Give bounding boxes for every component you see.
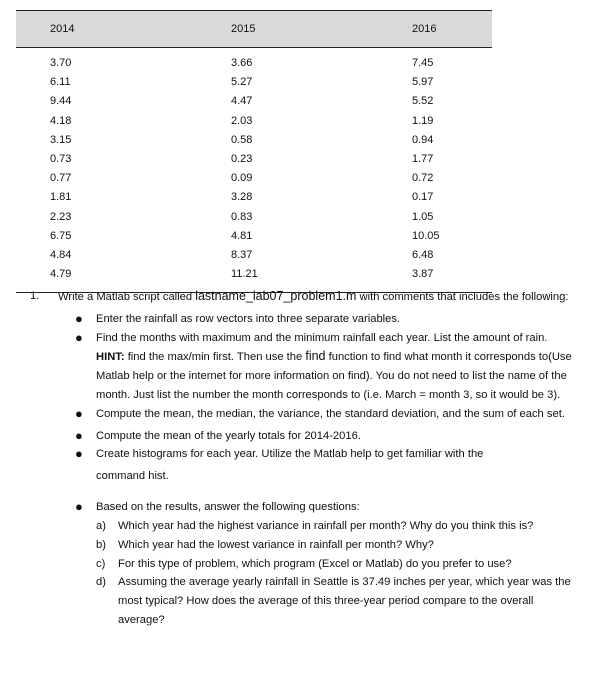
table-header-row [16, 10, 492, 48]
table-cell: 7.45 [412, 57, 434, 69]
table-cell: 9.44 [50, 95, 72, 108]
table-cell: 5.27 [231, 76, 253, 89]
bullet-text: function to find what month it corresponds to(Use Matlab help or the internet for more information on find). You do not need to list the name of the month. Just list the number the month corresponds to (i.e. March = month 3, so it would be 3). [96, 351, 572, 401]
bullet-icon: ● [75, 499, 83, 515]
bullet-item [75, 329, 575, 405]
bullet-text: Compute the mean of the yearly totals for 2014-2016. [96, 429, 361, 442]
question-text: For this type of problem, which program (Excel or Matlab) do you prefer to use? [118, 557, 512, 570]
bullet-text: command hist. [96, 470, 169, 483]
bullet-icon: ● [75, 446, 83, 462]
bullet-item [75, 405, 575, 424]
bullet-text: Enter the rainfall as row vectors into three separate variables. [96, 312, 401, 325]
question-item [96, 536, 575, 555]
question-letter: a) [96, 519, 106, 532]
table-cell: 2.03 [231, 114, 253, 127]
table-cell: 3.87 [412, 268, 434, 281]
questions-list [96, 517, 575, 630]
bullet-text: Compute the mean, the median, the variance, the standard deviation, and the sum of each set. [96, 407, 565, 420]
bullet-item [75, 498, 575, 630]
bullet-text: find the max/min first. Then use the [124, 351, 306, 364]
table-cell: 3.15 [50, 133, 72, 146]
table-cell: 6.11 [50, 76, 71, 89]
table-cell: 8.37 [231, 248, 253, 261]
table-cell: 1.19 [412, 114, 434, 127]
table-cell: 2.23 [50, 210, 72, 223]
table-row [16, 188, 492, 207]
question-text: Assuming the average yearly rainfall in Seattle is 37.49 inches per year, which year was the most typical? How does the average of this three-year period compare to the overall average? [118, 576, 571, 626]
item-number: 1. [30, 290, 40, 302]
table-cell: 0.94 [412, 133, 434, 146]
table-cell: 3.66 [231, 57, 253, 69]
bullet-icon: ● [75, 405, 83, 421]
table-cell: 6.48 [412, 248, 434, 261]
header-2014: 2014 [50, 23, 75, 35]
table-row [16, 227, 492, 246]
question-item [96, 517, 575, 536]
table-cell: 3.70 [50, 57, 72, 69]
bullet-item [75, 427, 575, 446]
table-row [16, 73, 492, 92]
rainfall-table [16, 10, 492, 293]
table-cell: 4.84 [50, 248, 72, 261]
instructions [30, 287, 575, 630]
intro-text-before: Write a Matlab script called [58, 291, 196, 303]
table-cell: 1.05 [412, 210, 434, 223]
bullet-icon: ● [75, 310, 83, 326]
question-text: Which year had the lowest variance in rainfall per month? Why? [118, 538, 434, 551]
question-item [96, 573, 575, 629]
header-2016: 2016 [412, 23, 437, 35]
table-row [16, 150, 492, 169]
table-row [16, 131, 492, 150]
bullet-item [75, 445, 575, 488]
table-cell: 0.23 [231, 152, 253, 165]
bullet-icon: ● [75, 427, 83, 443]
table-cell: 1.81 [50, 191, 72, 204]
bullet-text: Find the months with maximum and the minimum rainfall each year. List the amount of rain. [96, 331, 548, 344]
table-cell: 3.28 [231, 191, 253, 204]
table-cell: 5.97 [412, 76, 434, 89]
bullet-list [30, 310, 575, 630]
table-cell: 0.83 [231, 210, 253, 223]
question-letter: b) [96, 538, 106, 551]
table-cell: 5.52 [412, 95, 434, 108]
table-cell: 4.79 [50, 268, 72, 281]
bullet-text: Based on the results, answer the following questions: [96, 501, 360, 514]
question-item [96, 555, 575, 574]
table-row [16, 92, 492, 111]
table-cell: 0.73 [50, 152, 72, 165]
table-cell: 0.77 [50, 172, 72, 185]
table-cell: 11.21 [231, 268, 258, 281]
table-cell: 4.81 [231, 229, 253, 242]
intro-text-after: with comments that includes the following: [356, 291, 569, 303]
table-row [16, 54, 492, 73]
table-row [16, 112, 492, 131]
table-cell: 4.47 [231, 95, 253, 108]
hint-label: HINT: [96, 351, 125, 364]
script-filename: lastname_lab07_problem1.m [195, 289, 357, 303]
table-cell: 0.09 [231, 172, 253, 185]
table-body [16, 48, 492, 284]
table-cell: 0.17 [412, 191, 434, 204]
table-cell: 10.05 [412, 229, 440, 242]
table-row [16, 169, 492, 188]
question-letter: c) [96, 557, 106, 570]
table-cell: 0.72 [412, 172, 434, 185]
table-row [16, 246, 492, 265]
bullet-icon: ● [75, 329, 83, 345]
instruction-item-1 [30, 287, 575, 307]
find-keyword: find [305, 349, 326, 364]
table-cell: 0.58 [231, 133, 253, 146]
question-letter: d) [96, 576, 106, 589]
table-cell: 6.75 [50, 229, 72, 242]
bullet-item [75, 310, 575, 329]
question-text: Which year had the highest variance in rainfall per month? Why do you think this is? [118, 519, 534, 532]
table-row [16, 208, 492, 227]
bullet-text: Create histograms for each year. Utilize the Matlab help to get familiar with the [96, 448, 484, 461]
table-cell: 4.18 [50, 114, 72, 127]
table-cell: 1.77 [412, 152, 434, 165]
table-row [16, 265, 492, 284]
header-2015: 2015 [231, 23, 256, 35]
